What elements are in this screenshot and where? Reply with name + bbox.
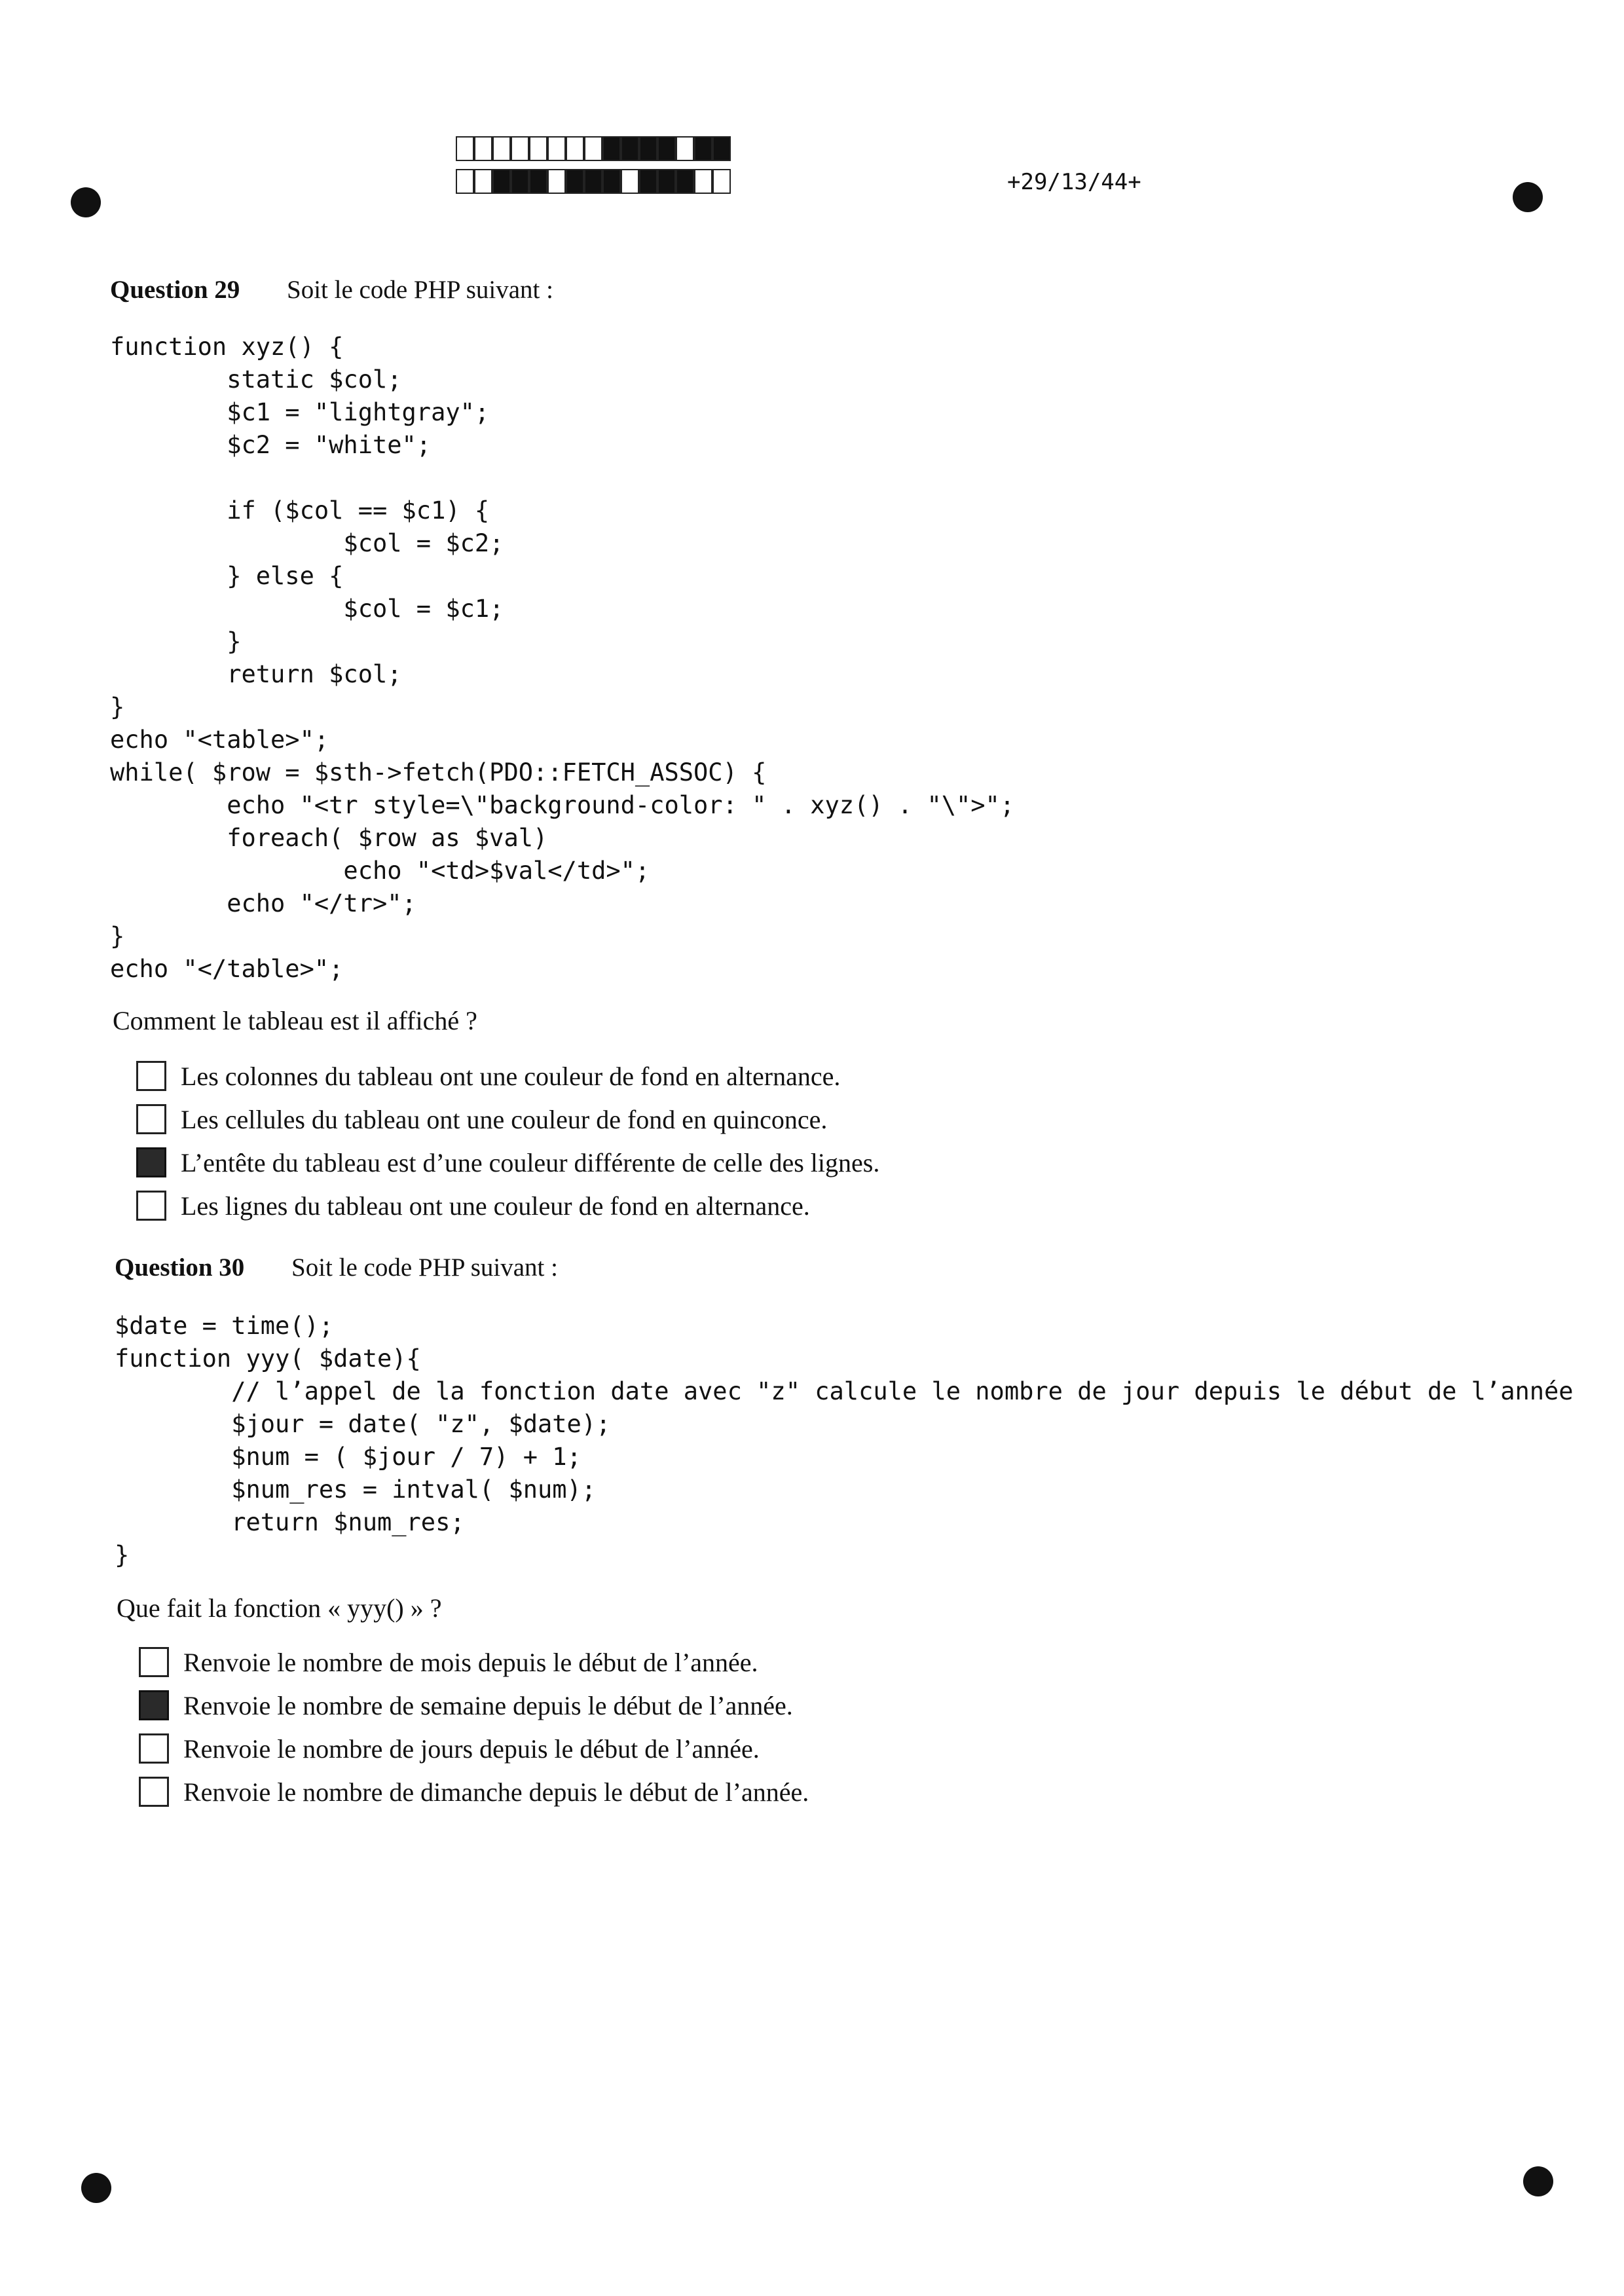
barcode-cell [492,136,511,161]
question-intro: Soit le code PHP suivant : [291,1253,558,1282]
barcode-cell [474,169,492,194]
barcode-cell [474,136,492,161]
barcode-row [456,169,731,194]
barcode-cell [621,169,639,194]
question-30-header [115,1253,558,1282]
question-30-options [139,1640,809,1813]
answer-option[interactable] [136,1098,879,1141]
barcode-cell [511,136,529,161]
question-30-code: $date = time(); function yyy( $date){ // l’appel de la fonction date avec "z" calcule le nombre de jour depuis le début de l’année $jour = date( "z", $date); $num = ( $jour / 7) + 1; $num_res = intval( $num); return $num_res; } [115,1312,1574,1569]
barcode-cell [566,169,584,194]
barcode-cell [529,136,547,161]
answer-label: Les colonnes du tableau ont une couleur de fond en alternance. [181,1061,841,1091]
registration-mark-top-right [1513,182,1543,212]
answer-option[interactable] [139,1684,809,1727]
question-29-options [136,1054,879,1227]
question-intro: Soit le code PHP suivant : [287,276,553,304]
barcode-cell [639,136,657,161]
barcode-cell [547,169,566,194]
question-number: Question 29 [110,276,240,304]
barcode-cell [602,136,621,161]
barcode-cell [639,169,657,194]
barcode-cell [602,169,621,194]
barcode-cell [621,136,639,161]
answer-option[interactable] [136,1141,879,1184]
barcode-cell [712,136,731,161]
answer-label: Renvoie le nombre de jours depuis le début de l’année. [183,1733,760,1764]
barcode-cell [529,169,547,194]
registration-mark-bottom-left [81,2173,111,2203]
answer-checkbox-checked[interactable] [136,1147,166,1177]
answer-option[interactable] [136,1184,879,1227]
page-identifier: +29/13/44+ [1007,169,1141,195]
question-number: Question 30 [115,1253,245,1282]
answer-label: Les lignes du tableau ont une couleur de fond en alternance. [181,1191,810,1221]
answer-checkbox[interactable] [139,1733,169,1764]
answer-checkbox[interactable] [136,1104,166,1134]
answer-label: Renvoie le nombre de mois depuis le début de l’année. [183,1647,758,1677]
answer-checkbox[interactable] [136,1191,166,1221]
barcode-cell [456,169,474,194]
registration-mark-bottom-right [1523,2166,1553,2196]
barcode-cell [694,136,712,161]
answer-label: Renvoie le nombre de semaine depuis le début de l’année. [183,1690,793,1720]
question-29-prompt: Comment le tableau est il affiché ? [113,1006,477,1035]
answer-label: Les cellules du tableau ont une couleur de fond en quinconce. [181,1104,828,1134]
answer-checkbox[interactable] [136,1061,166,1091]
barcode-cell [511,169,529,194]
barcode-cell [566,136,584,161]
barcode-cell [676,136,694,161]
question-29-header [110,275,553,305]
answer-label: L’entête du tableau est d’une couleur différente de celle des lignes. [181,1147,880,1177]
barcode-cell [712,169,731,194]
page-barcode [456,136,731,202]
barcode-cell [456,136,474,161]
answer-label: Renvoie le nombre de dimanche depuis le début de l’année. [183,1777,809,1807]
answer-option[interactable] [139,1727,809,1770]
answer-checkbox-checked[interactable] [139,1690,169,1720]
question-29-code: function xyz() { static $col; $c1 = "lightgray"; $c2 = "white"; if ($col == $c1) { $col = $c2; } else { $col = $c1; } return $col; } echo "<table>"; while( $row = $sth->fetch(PDO::FETCH_ASSOC) { echo "<tr style=\"background-color: " . xyz() . "\">"; foreach( $row as $val) echo "<td>$val</td>"; echo "</tr>"; } echo "</table>"; [110,333,1015,983]
question-30-prompt: Que fait la fonction « yyy() » ? [117,1593,442,1623]
answer-option[interactable] [136,1054,879,1098]
barcode-cell [694,169,712,194]
barcode-cell [657,136,676,161]
answer-option[interactable] [139,1640,809,1684]
answer-checkbox[interactable] [139,1647,169,1677]
answer-checkbox[interactable] [139,1777,169,1807]
barcode-cell [657,169,676,194]
barcode-cell [492,169,511,194]
answer-option[interactable] [139,1770,809,1813]
barcode-cell [584,136,602,161]
barcode-cell [676,169,694,194]
barcode-cell [584,169,602,194]
registration-mark-top-left [71,187,101,217]
barcode-row [456,136,731,161]
barcode-cell [547,136,566,161]
